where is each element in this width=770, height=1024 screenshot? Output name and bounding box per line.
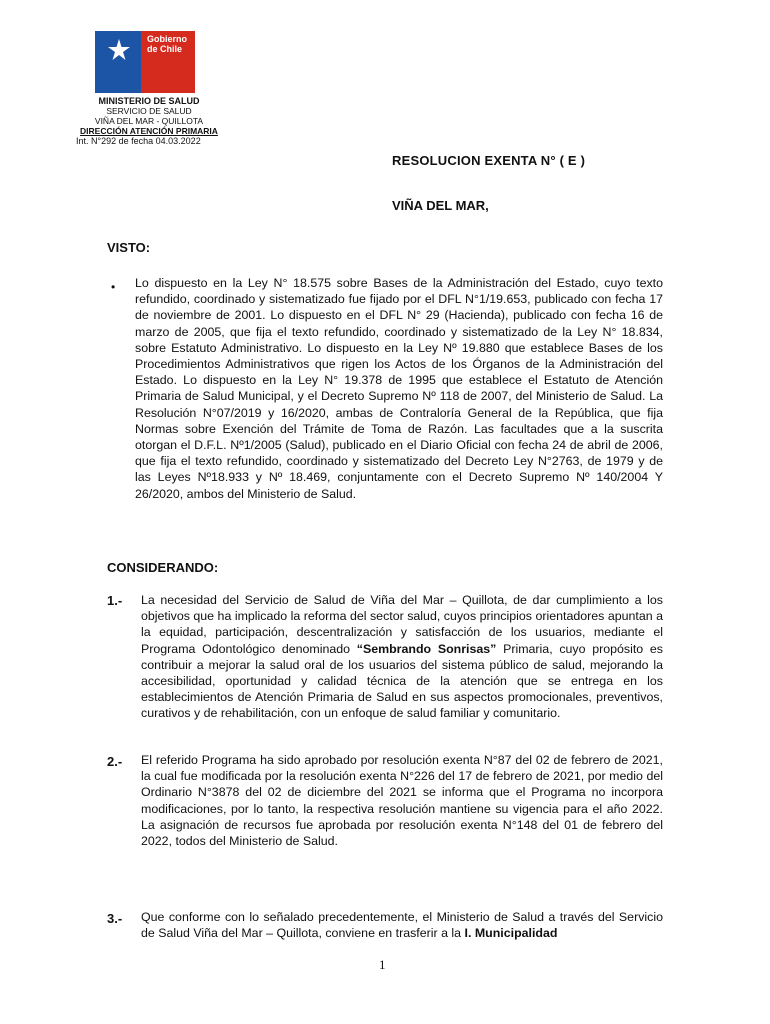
item-1-number: 1.- — [107, 593, 123, 608]
ministry-name: MINISTERIO DE SALUD — [98, 96, 200, 106]
chile-coat-of-arms-icon — [105, 37, 133, 65]
service-location: VIÑA DEL MAR - QUILLOTA — [94, 116, 204, 126]
internal-reference: Int. N°292 de fecha 04.03.2022 — [76, 136, 201, 146]
item-1-text-a: La necesidad del Servicio de Salud de Viña del Mar – Quillota, de dar cumplimiento a los objetivos que ha implicado la reforma del sector salud, cuyos principios orientadores apuntan a la equidad, participación, descentralización y satisfacción de los usuarios, mediante el Programa Odontológico denominado — [141, 593, 663, 656]
item-1-paragraph — [141, 592, 663, 722]
resolution-title: RESOLUCION EXENTA N° ( E ) — [392, 153, 586, 168]
logo-text — [147, 34, 187, 54]
considerando-heading: CONSIDERANDO: — [107, 560, 219, 575]
gobierno-de-chile-logo — [95, 31, 195, 93]
item-3-paragraph — [141, 909, 663, 941]
bullet-icon: • — [111, 280, 116, 294]
resolution-place: VIÑA DEL MAR, — [392, 198, 489, 213]
logo-line2: de Chile — [147, 44, 183, 54]
item-3-number: 3.- — [107, 911, 123, 926]
item-1-program-name: “Sembrando Sonrisas” — [356, 641, 497, 656]
department-name: DIRECCIÓN ATENCIÓN PRIMARIA — [80, 126, 218, 136]
logo-blue-panel — [95, 31, 141, 93]
item-2-number: 2.- — [107, 754, 123, 769]
item-2-paragraph: El referido Programa ha sido aprobado por resolución exenta N°87 del 02 de febrero de 2021, la cual fue modificada por la resolución exenta N°226 del 17 de febrero de 2021, por medio del Ordinario N°3878 del 02 de diciembre del 2021 se informa que el Programa no incorpora modificaciones, por lo tanto, la respectiva resolución mantiene su vigencia para el año 2022. La asignación de recursos fue aprobada por resolución exenta N°148 del 01 de febrero del 2022, todos del Ministerio de Salud. — [141, 753, 663, 849]
visto-paragraph: Lo dispuesto en la Ley N° 18.575 sobre Bases de la Administración del Estado, cuyo texto refundido, coordinado y sistematizado fue fijado por el DFL N°1/19.653, publicado con fecha 17 de noviembre de 2001. Lo dispuesto en el DFL N° 29 (Hacienda), publicado con fecha 16 de marzo de 2005, que fija el texto refundido, coordinado y sistematizado de la Ley N° 18.834, sobre Estatuto Administrativo. Lo dispuesto en la Ley Nº 19.880 que establece Bases de los Procedimientos Administrativos que rigen los Actos de los Órganos de la Administración del Estado. Lo dispuesto en la Ley N° 19.378 de 1995 que establece el Estatuto de Atención Primaria de Salud Municipal, y el Decreto Supremo Nº 118 de 2007, del Ministerio de Salud. La Resolución N°07/2019 y 16/2020, ambas de Contraloría General de la República, que fija Normas sobre Exención del Trámite de Toma de Razón. Las facultades que a la suscrita otorgan el D.F.L. Nº1/2005 (Salud), publicado en el Diario Oficial con fecha 24 de abril de 2006, que fija el texto refundido, coordinado y sistematizado del Decreto Ley N°2763, de 1979 y de las Leyes Nº18.933 y Nº 18.469, conjuntamente con el Decreto Supremo Nº 140/2004 Y 26/2020, ambos del Ministerio de Salud. — [135, 276, 663, 501]
ministry-header — [72, 96, 226, 146]
service-name: SERVICIO DE SALUD — [106, 106, 192, 116]
item-3-municipality: I. Municipalidad — [464, 926, 558, 941]
page-number: 1 — [379, 957, 386, 972]
logo-line1: Gobierno — [147, 34, 187, 44]
item-1-text-b: Primaria, cuyo propósito es contribuir a mejorar la salud oral de los usuarios del sistema público de salud, mejorando la accesibilidad, oportunidad y calidad técnica de la atención que se entrega en los establecimientos de Atención Primaria de Salud en sus aspectos promocionales, preventivos, curativos y de rehabilitación, con un enfoque de salud familiar y comunitario. — [141, 641, 663, 721]
visto-heading: VISTO: — [107, 240, 151, 255]
logo-red-panel — [141, 31, 195, 93]
item-3-text-a: Que conforme con lo señalado precedentemente, el Ministerio de Salud a través del Servicio de Salud Viña del Mar – Quillota, conviene en trasferir a la — [141, 910, 663, 941]
